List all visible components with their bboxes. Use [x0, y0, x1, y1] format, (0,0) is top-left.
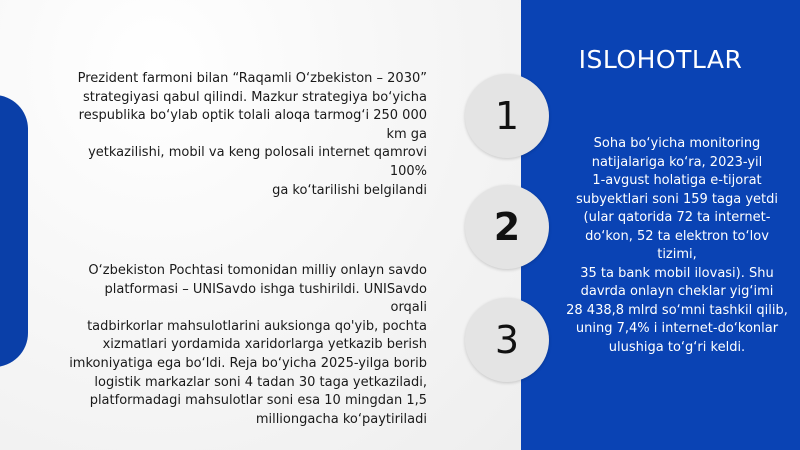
- text-line: O‘zbekiston Pochtasi tomonidan milliy onlayn savdo: [88, 263, 427, 278]
- text-line: platformadagi mahsulotlar soni esa 10 mingdan 1,5: [89, 393, 427, 409]
- text-line: logistik markazlar soni 4 tadan 30 taga yetkaziladi,: [94, 374, 427, 390]
- text-line: ga ko‘tarilishi belgilandi: [272, 182, 427, 198]
- panel-text-line: 1-avgust holatiga e-tijorat: [592, 173, 762, 188]
- panel-text-line: uning 7,4% i internet-do‘konlar: [575, 321, 779, 336]
- text-block-1: [67, 70, 427, 200]
- panel-text-line: (ular qatorida 72 ta internet-: [583, 210, 771, 225]
- text-line: imkoniyatiga ega bo‘ldi. Reja bo‘yicha 2025-yilga borib: [69, 355, 427, 371]
- text-block-2: [67, 262, 427, 429]
- text-line: Prezident farmoni bilan “Raqamli O‘zbekiston – 2030”: [77, 71, 427, 86]
- slide-title: ISLOHOTLAR: [578, 45, 743, 74]
- panel-text: [566, 135, 788, 357]
- step-circle-3: 3: [465, 298, 549, 382]
- text-line: strategiyasi qabul qilindi. Mazkur strategiya bo‘yicha: [82, 89, 427, 105]
- panel-text-line: subyektlari soni 159 taga yetdi: [576, 191, 778, 207]
- panel-text-line: 35 ta bank mobil ilovasi). Shu: [580, 265, 774, 281]
- text-line: platformasi – UNISavdo ishga tushirildi. UNISavdo orqali: [104, 281, 427, 316]
- left-accent-tab: [0, 95, 28, 367]
- step-circle-1: 1: [465, 74, 549, 158]
- panel-text-line: davrda onlayn cheklar yig‘imi: [580, 284, 774, 299]
- panel-text-line: do‘kon, 52 ta elektron to‘lov tizimi,: [585, 228, 769, 262]
- panel-text-line: 28 438,8 mlrd so‘mni tashkil qilib,: [566, 302, 788, 318]
- text-line: milliongacha ko‘paytiriladi: [255, 411, 427, 427]
- panel-text-line: ulushiga to‘g‘ri keldi.: [608, 339, 746, 355]
- text-line: respublika bo‘ylab optik tolali aloqa tarmog‘i 250 000 km ga: [78, 108, 427, 142]
- panel-text-line: Soha bo‘yicha monitoring: [593, 136, 761, 151]
- step-circle-2: 2: [465, 185, 549, 269]
- panel-text-line: natijalariga ko‘ra, 2023-yil: [591, 154, 763, 170]
- text-line: tadbirkorlar mahsulotlarini auksionga qo'yib, pochta: [87, 318, 427, 334]
- text-line: xizmatlari yordamida xaridorlarga yetkazib berish: [102, 337, 427, 353]
- text-line: yetkazilishi, mobil va keng polosali internet qamrovi 100%: [88, 145, 427, 179]
